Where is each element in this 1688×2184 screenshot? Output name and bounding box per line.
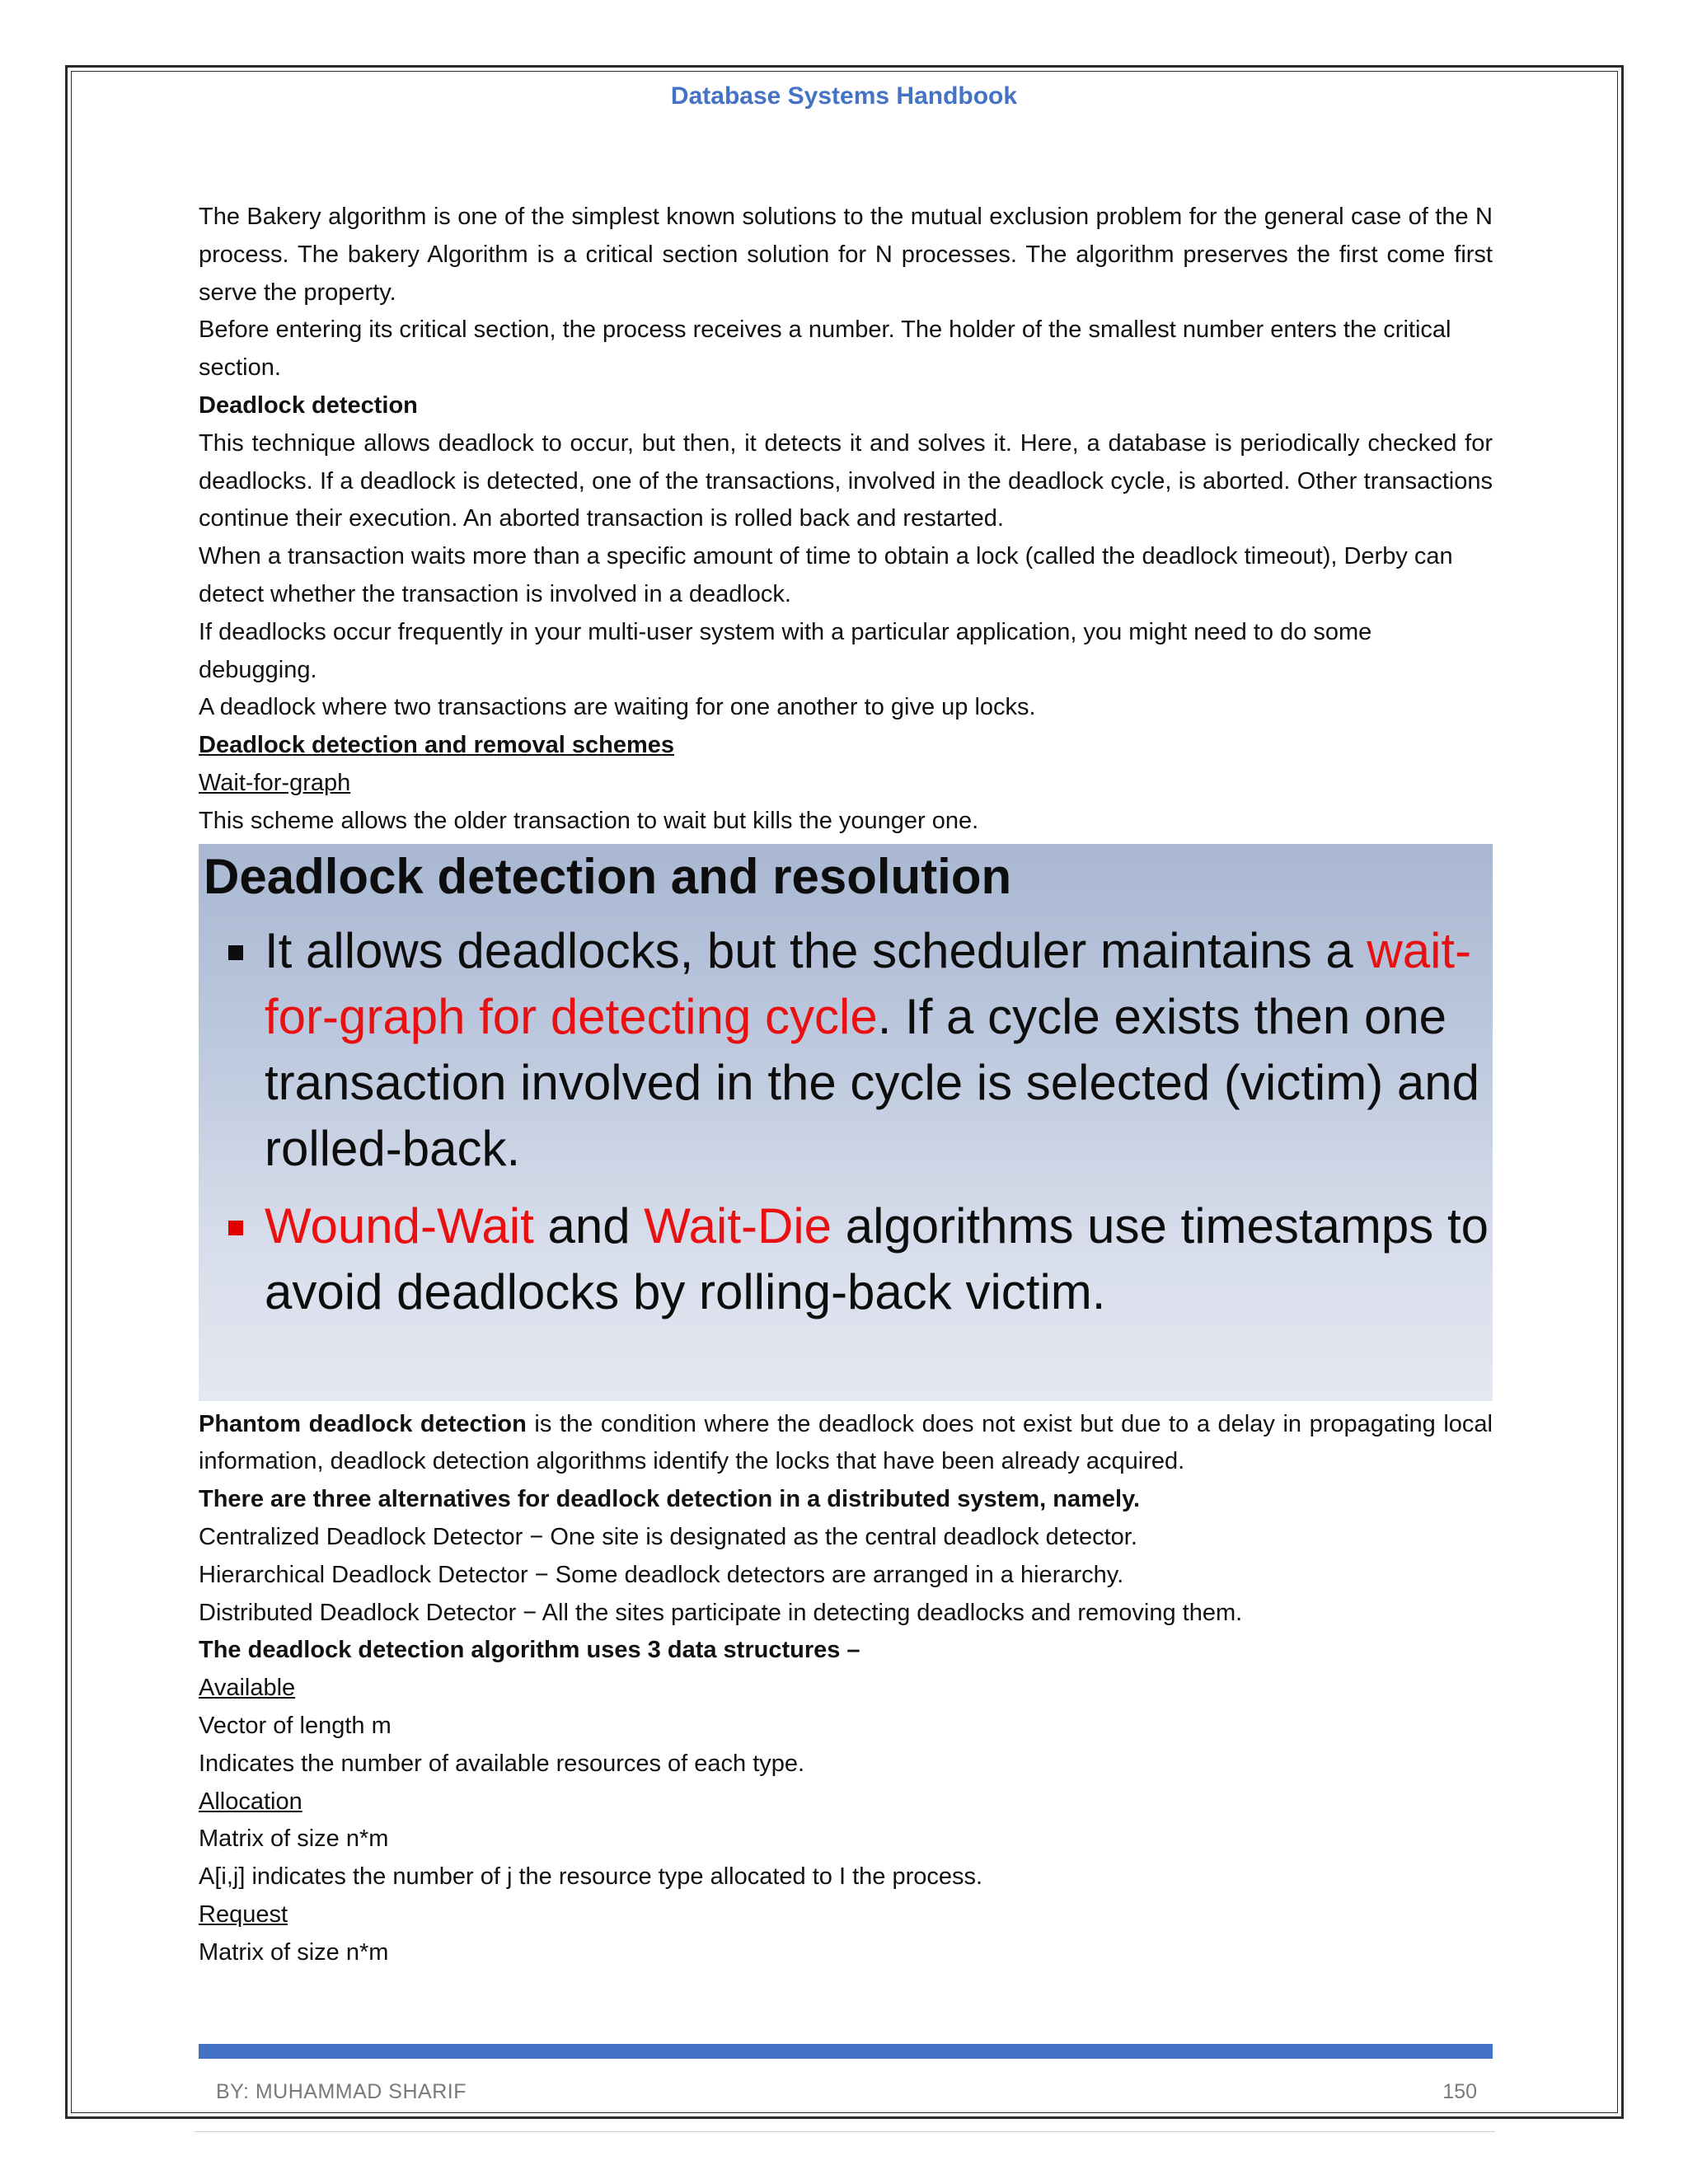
slide-bullet-item-2 bbox=[204, 1193, 1489, 1325]
slide-image bbox=[199, 844, 1493, 1401]
slide-item-2-red-1: Wound-Wait bbox=[265, 1197, 534, 1254]
phantom-paragraph bbox=[199, 1406, 1493, 1482]
deadlock-detection-paragraph-4: A deadlock where two transactions are waiting for one another to give up locks. bbox=[199, 694, 1036, 721]
footer-bar bbox=[199, 2044, 1493, 2059]
available-label: Available bbox=[199, 1675, 296, 1702]
deadlock-detection-paragraph-2: When a transaction waits more than a specific amount of time to obtain a lock (called the deadlock timeout), Derby can detect whether the transaction is involved in a deadlock. bbox=[199, 543, 1453, 607]
slide-title: Deadlock detection and resolution bbox=[204, 848, 1012, 904]
schemes-text: This scheme allows the older transaction to wait but kills the younger one. bbox=[199, 807, 979, 834]
slide-item-1-post: . If a cycle exists then one transaction involved in the cycle is selected (victim) and rolled-back. bbox=[265, 988, 1479, 1176]
square-bullet-icon-red bbox=[228, 1221, 243, 1235]
bakery-paragraph: The Bakery algorithm is one of the simplest known solutions to the mutual exclusion problem for the general case of the N process. The bakery Algorithm is a critical section solution for N processes. The algorithm preserves the first come first serve the property. bbox=[199, 204, 1493, 306]
header-title: Database Systems Handbook bbox=[670, 82, 1018, 110]
phantom-rest: is the condition where the deadlock does not exist but due to a delay in propagating local information, deadlock detection algorithms identify the locks that have been already acquired. bbox=[199, 1410, 1493, 1475]
before-entering-paragraph: Before entering its critical section, the process receives a number. The holder of the smallest number enters the critical section. bbox=[199, 316, 1451, 382]
slide-item-2-mid: and bbox=[533, 1197, 645, 1254]
request-label: Request bbox=[199, 1900, 288, 1928]
deadlock-detection-heading: Deadlock detection bbox=[199, 391, 418, 419]
slide-item-2-red-2: Wait-Die bbox=[644, 1197, 832, 1254]
data-structures-heading: The deadlock detection algorithm uses 3 data structures – bbox=[199, 1637, 860, 1664]
deadlock-detection-paragraph-3: If deadlocks occur frequently in your multi-user system with a particular application, you might need to do some debugging. bbox=[199, 618, 1372, 683]
phantom-bold: Phantom deadlock detection bbox=[199, 1410, 527, 1437]
slide-bullet-item-1 bbox=[204, 918, 1489, 1182]
footer-author: BY: MUHAMMAD SHARIF bbox=[216, 2080, 467, 2103]
distributed-detector-item: Distributed Deadlock Detector − All the sites participate in detecting deadlocks and removing them. bbox=[199, 1599, 1243, 1626]
centralized-detector-item: Centralized Deadlock Detector − One site is designated as the central deadlock detector. bbox=[199, 1523, 1137, 1550]
available-line-1: Vector of length m bbox=[199, 1712, 392, 1739]
slide-item-1-red: wait-for-graph for detecting cycle bbox=[265, 922, 1472, 1044]
schemes-heading: Deadlock detection and removal schemes bbox=[199, 732, 674, 759]
slide-item-1-pre: It allows deadlocks, but the scheduler maintains a bbox=[265, 922, 1367, 978]
page-content bbox=[199, 199, 1493, 1972]
square-bullet-icon bbox=[228, 945, 243, 960]
allocation-line-2: A[i,j] indicates the number of j the resource type allocated to I the process. bbox=[199, 1863, 983, 1891]
bottom-rule bbox=[195, 2131, 1495, 2132]
slide-item-2-post: algorithms use timestamps to avoid deadlocks by rolling-back victim. bbox=[265, 1197, 1489, 1319]
hierarchical-detector-item: Hierarchical Deadlock Detector − Some deadlock detectors are arranged in a hierarchy. bbox=[199, 1561, 1124, 1588]
footer-page-number: 150 bbox=[1442, 2080, 1477, 2103]
distributed-heading: There are three alternatives for deadlock detection in a distributed system, namely. bbox=[199, 1486, 1141, 1513]
allocation-line-1: Matrix of size n*m bbox=[199, 1825, 389, 1853]
request-line-1: Matrix of size n*m bbox=[199, 1938, 389, 1966]
allocation-label: Allocation bbox=[199, 1788, 302, 1815]
deadlock-detection-paragraph-1: This technique allows deadlock to occur, but then, it detects it and solves it. Here, a database is periodically checked for deadlocks. If a deadlock is detected, one of the transactions, involved in the deadlock cycle, is aborted. Other transactions continue their execution. An aborted transaction is rolled back and restarted. bbox=[199, 429, 1493, 532]
available-line-2: Indicates the number of available resources of each type. bbox=[199, 1750, 805, 1777]
wait-for-graph-subheading: Wait-for-graph bbox=[199, 769, 351, 796]
